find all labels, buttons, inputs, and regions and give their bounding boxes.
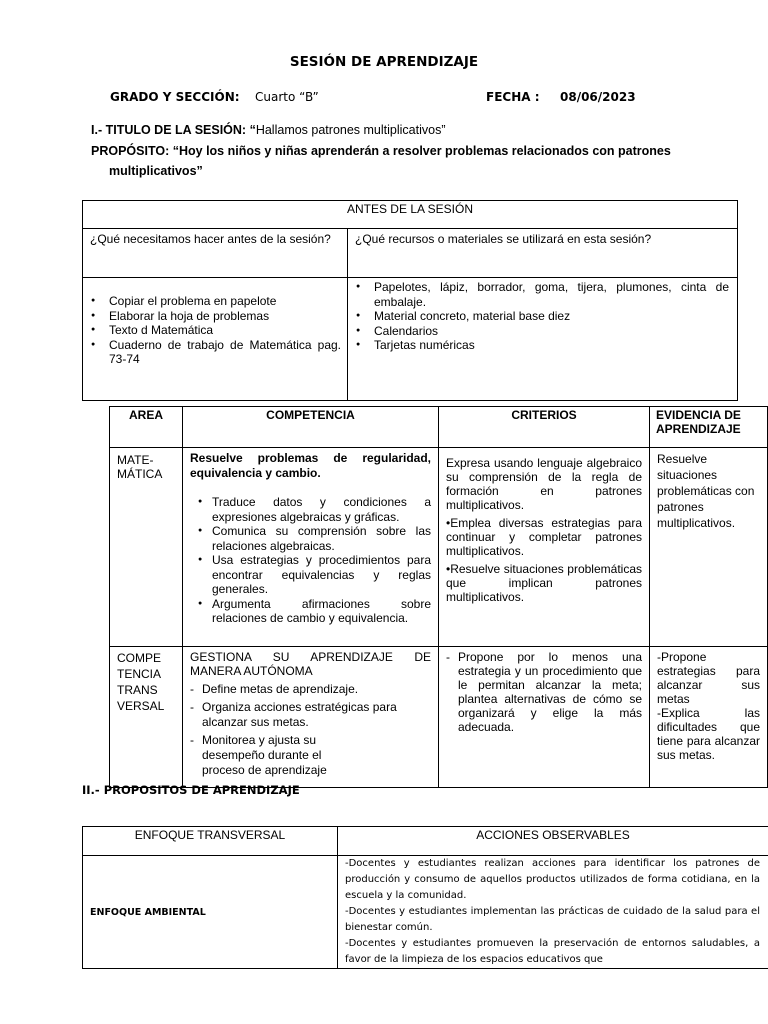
- header-area: AREA: [110, 407, 183, 448]
- list-item: ● Calendarios: [348, 324, 737, 339]
- enfoque-name: ENFOQUE AMBIENTAL: [83, 856, 338, 969]
- competencia-list: [190, 495, 431, 626]
- resources-list: [348, 280, 737, 353]
- header-acciones: ACCIONES OBSERVABLES: [338, 827, 768, 856]
- area-matematica: MATE-MÁTICA: [117, 453, 163, 481]
- list-item: ● Elaborar la hoja de problemas: [83, 309, 347, 324]
- session-title-line: [91, 123, 445, 137]
- list-item: ● Usa estrategias y procedimientos para encontrar equivalencias y reglas generales.: [190, 553, 431, 597]
- acciones-cell: [338, 856, 768, 969]
- area-cell: [110, 647, 183, 788]
- header-evidencia: EVIDENCIA DE APRENDIZAJE: [650, 407, 768, 448]
- competencia-cell: [183, 647, 439, 788]
- evidencia-cell: [650, 647, 768, 788]
- list-item: ● Papelotes, lápiz, borrador, goma, tijera, plumones, cinta de embalaje.: [348, 280, 737, 309]
- session-title-value: Hallamos patrones multiplicativos”: [255, 123, 446, 137]
- question-resources: ¿Qué recursos o materiales se utilizará en esta sesión?: [348, 229, 738, 278]
- session-title-label: I.- TITULO DE LA SESIÓN: “: [91, 123, 256, 137]
- list-item: - Monitorea y ajusta su desempeño durante el proceso de aprendizaje: [190, 733, 352, 778]
- header-competencia: COMPETENCIA: [183, 407, 439, 448]
- competencia-title: GESTIONA SU APRENDIZAJE DE MANERA AUTÓNOMA: [190, 650, 431, 678]
- document-title: SESIÓN DE APRENDIZAJE: [289, 54, 479, 70]
- evidencia-item: -Propone estrategias para alcanzar sus metas: [657, 650, 760, 706]
- header-enfoque: ENFOQUE TRANSVERSAL: [83, 827, 338, 856]
- before-session-table: [82, 200, 738, 401]
- competencia-cell: [183, 448, 439, 647]
- enfoque-table: [82, 826, 768, 969]
- competency-table: [109, 406, 768, 788]
- header-criterios: CRITERIOS: [439, 407, 650, 448]
- date-value: 08/06/2023: [560, 90, 636, 104]
- criterios-cell: [439, 448, 650, 647]
- accion-item: -Docentes y estudiantes promueven la preservación de entornos saludables, a favor de la limpieza de los espacios educativos que: [345, 938, 760, 965]
- list-item: ● Copiar el problema en papelote: [83, 294, 347, 309]
- criterios-cell: [439, 647, 650, 788]
- list-item: ● Tarjetas numéricas: [348, 338, 737, 353]
- criterio-list: [446, 650, 642, 734]
- section-2-title: II.- PROPOSITOS DE APRENDIZAJE: [82, 783, 300, 797]
- evidencia-cell: Resuelve situaciones problemáticas con patrones multiplicativos.: [650, 448, 768, 647]
- criterio-item: •Resuelve situaciones problemáticas que implican patrones multiplicativos.: [446, 562, 642, 604]
- purpose-line-2: multiplicativos”: [109, 164, 203, 178]
- list-item: - Organiza acciones estratégicas para alcanzar sus metas.: [190, 700, 431, 730]
- before-tasks-cell: [83, 278, 348, 401]
- grade-value: Cuarto “B”: [255, 90, 319, 104]
- evidencia-item: -Explica las dificultades que tiene para alcanzar sus metas.: [657, 706, 760, 762]
- purpose-line-1: “Hoy los niños y niñas aprenderán a resolver problemas relacionados con patrones: [169, 144, 671, 158]
- list-item: ● Comunica su comprensión sobre las relaciones algebraicas.: [190, 524, 431, 553]
- accion-item: -Docentes y estudiantes realizan acciones para identificar los patrones de producción y consumo de aquellos productos utilizados de forma cotidiana, en la escuela y la comunidad.: [345, 858, 760, 901]
- list-item: ● Traduce datos y condiciones a expresiones algebraicas y gráficas.: [190, 495, 431, 524]
- before-session-header: ANTES DE LA SESIÓN: [83, 201, 738, 229]
- question-what-to-do: ¿Qué necesitamos hacer antes de la sesión?: [83, 229, 348, 278]
- competencia-title: Resuelve problemas de regularidad, equivalencia y cambio.: [190, 451, 431, 480]
- resources-cell: [348, 278, 738, 401]
- area-cell: [110, 448, 183, 647]
- before-tasks-list: [83, 294, 347, 367]
- purpose-block: [91, 141, 741, 181]
- area-transversal: COMPE TENCIA TRANS VERSAL: [117, 651, 165, 713]
- grade-label: GRADO Y SECCIÓN:: [110, 90, 240, 104]
- list-item: ● Material concreto, material base diez: [348, 309, 737, 324]
- competencia-list: [190, 682, 431, 778]
- purpose-label: PROPÓSITO:: [91, 144, 170, 158]
- list-item: - Define metas de aprendizaje.: [190, 682, 431, 697]
- list-item: ● Texto d Matemática: [83, 323, 347, 338]
- accion-item: -Docentes y estudiantes implementan las prácticas de cuidado de la salud para el bienestar común.: [345, 906, 760, 933]
- list-item: - Propone por lo menos una estrategia y un procedimiento que le permitan alcanzar la meta; plantea alternativas de cómo se organizará y elige la más adecuada.: [446, 650, 642, 734]
- date-label: FECHA :: [486, 90, 540, 104]
- list-item: ● Argumenta afirmaciones sobre relaciones de cambio y equivalencia.: [190, 597, 431, 626]
- criterio-item: •Emplea diversas estrategias para continuar y completar patrones multiplicativos.: [446, 516, 642, 558]
- list-item: ● Cuaderno de trabajo de Matemática pag. 73-74: [83, 338, 347, 367]
- criterio-item: Expresa usando lenguaje algebraico su comprensión de la regla de formación en patrones multiplicativos.: [446, 456, 642, 512]
